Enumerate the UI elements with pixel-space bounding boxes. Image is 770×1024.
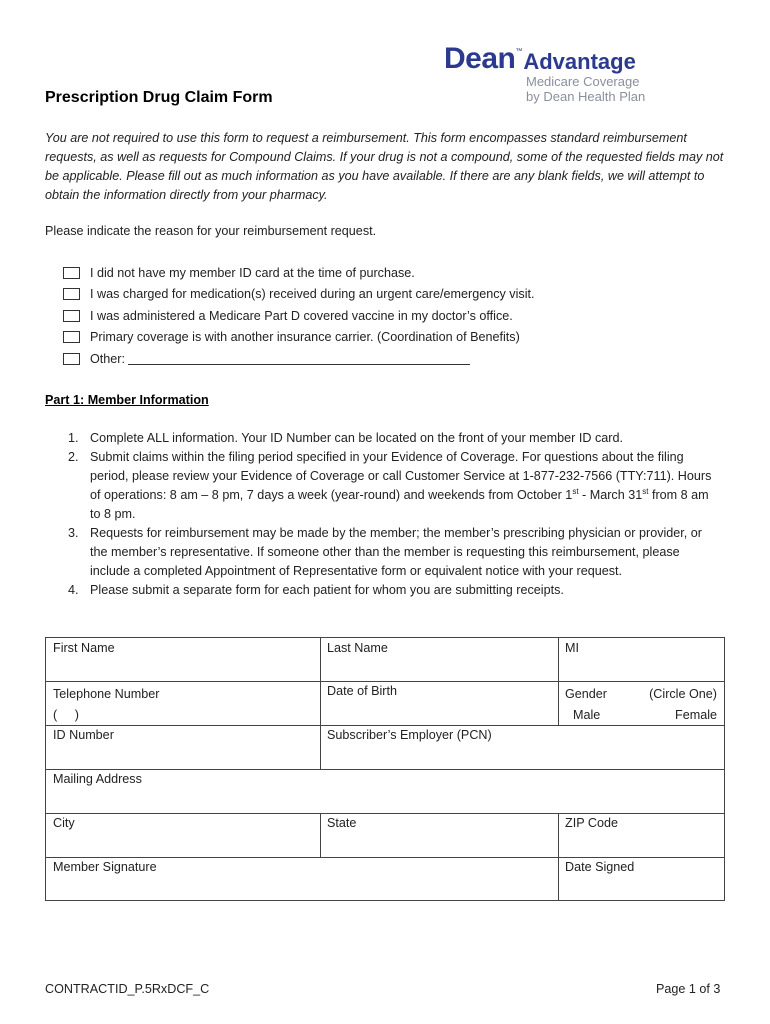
gender-option-male[interactable]: Male	[573, 708, 601, 722]
city-label: City	[53, 816, 75, 830]
state-label: State	[327, 816, 357, 830]
state-field[interactable]	[320, 813, 558, 857]
instructions-list	[68, 429, 718, 600]
zip-code-label: ZIP Code	[565, 816, 618, 830]
logo-product: Advantage	[523, 49, 636, 74]
contract-id: CONTRACTID_P.5RxDCF_C	[45, 982, 210, 996]
instruction-text: Please submit a separate form for each patient for whom you are submitting receipts.	[90, 583, 564, 597]
reason-option-urgent-care[interactable]	[63, 284, 703, 306]
mailing-address-label: Mailing Address	[53, 772, 142, 786]
reason-label: Other:	[90, 351, 125, 366]
instruction-number: 1.	[68, 431, 79, 445]
gender-field	[558, 681, 724, 725]
instruction-item	[68, 448, 718, 524]
instruction-text: Complete ALL information. Your ID Number can be located on the front of your member ID card.	[90, 431, 623, 445]
logo-tagline-2: by Dean Health Plan	[526, 89, 646, 104]
gender-header	[565, 684, 717, 705]
instruction-number: 4.	[68, 583, 79, 597]
instruction-item	[68, 581, 718, 600]
date-signed-field[interactable]	[558, 857, 724, 900]
last-name-label: Last Name	[327, 641, 388, 655]
checkbox[interactable]	[63, 331, 80, 343]
reason-prompt: Please indicate the reason for your reimbursement request.	[45, 224, 377, 238]
instruction-text: from 8 am to 8 pm.	[90, 488, 709, 521]
instruction-text: - March 31	[578, 488, 643, 502]
instruction-number: 3.	[68, 526, 79, 540]
logo-brand: Dean	[444, 42, 516, 75]
employer-label: Subscriber’s Employer (PCN)	[327, 728, 492, 742]
middle-initial-field[interactable]	[558, 638, 724, 681]
reason-label: Primary coverage is with another insurance carrier. (Coordination of Benefits)	[90, 330, 520, 345]
form-title: Prescription Drug Claim Form	[45, 89, 273, 106]
dob-label: Date of Birth	[327, 684, 397, 698]
logo-trademark: ™	[515, 48, 523, 55]
instruction-text: Requests for reimbursement may be made by the member; the member’s prescribing physician or provider, or the member’s representative. If someone other than the member is requesting this reimbursement, please include a completed Appointment of Representative form or equivalent notice with your request.	[90, 526, 702, 578]
gender-options	[565, 705, 717, 726]
gender-label: Gender	[565, 687, 608, 701]
member-signature-label: Member Signature	[53, 860, 157, 874]
zip-code-field[interactable]	[558, 813, 724, 857]
reason-option-coordination-of-benefits[interactable]	[63, 327, 703, 349]
logo-tagline-1: Medicare Coverage	[526, 74, 640, 89]
reason-options	[63, 262, 703, 370]
telephone-field[interactable]	[46, 681, 320, 725]
telephone-area-code: ( )	[53, 708, 79, 722]
city-field[interactable]	[46, 813, 320, 857]
last-name-field[interactable]	[320, 638, 558, 681]
checkbox[interactable]	[63, 353, 80, 365]
instruction-item	[68, 524, 718, 581]
checkbox[interactable]	[63, 267, 80, 279]
mi-label: MI	[565, 641, 579, 655]
page-number: Page 1 of 3	[656, 982, 721, 996]
instruction-item	[68, 429, 718, 448]
date-signed-label: Date Signed	[565, 860, 635, 874]
superscript: st	[642, 486, 649, 496]
reason-label: I did not have my member ID card at the time of purchase.	[90, 265, 415, 280]
reason-option-no-id-card[interactable]	[63, 262, 703, 284]
reason-label: I was charged for medication(s) received during an urgent care/emergency visit.	[90, 287, 535, 302]
date-of-birth-field[interactable]	[320, 681, 558, 725]
id-number-field[interactable]	[46, 725, 320, 769]
first-name-field[interactable]	[46, 638, 320, 681]
id-number-label: ID Number	[53, 728, 114, 742]
reason-option-other[interactable]	[63, 348, 703, 370]
circle-one-hint: (Circle One)	[649, 687, 717, 701]
reason-label: I was administered a Medicare Part D covered vaccine in my doctor’s office.	[90, 308, 513, 323]
instruction-text: Submit claims within the filing period specified in your Evidence of Coverage. For questions about the filing period, please review your Evidence of Coverage or call Customer Service at 1-877-232-7566 (TTY:711). Hours of operations: 8 am – 8 pm, 7 days a week (year-round) and weekends from October 1	[90, 450, 712, 502]
checkbox[interactable]	[63, 288, 80, 300]
member-signature-field[interactable]	[46, 857, 558, 900]
gender-option-female[interactable]: Female	[675, 708, 717, 722]
reason-option-vaccine[interactable]	[63, 305, 703, 327]
telephone-label: Telephone Number	[53, 687, 160, 701]
checkbox[interactable]	[63, 310, 80, 322]
instruction-number: 2.	[68, 450, 79, 464]
mailing-address-field[interactable]	[46, 769, 724, 813]
employer-field[interactable]	[320, 725, 724, 769]
other-reason-field[interactable]	[128, 352, 470, 365]
member-info-table	[45, 637, 725, 901]
dean-advantage-logo	[444, 44, 664, 104]
logo-wordmark	[444, 44, 664, 74]
first-name-label: First Name	[53, 641, 115, 655]
intro-paragraph: You are not required to use this form to request a reimbursement. This form encompasses standard reimbursement requests, as well as requests for Compound Claims. If your drug is not a compound, some of the requested fields may not be applicable. Please fill out as much information as you have available. If there are any blank fields, we will attempt to obtain the information directly from your pharmacy.	[45, 131, 724, 202]
part1-heading: Part 1: Member Information	[45, 393, 209, 407]
superscript: st	[572, 486, 579, 496]
